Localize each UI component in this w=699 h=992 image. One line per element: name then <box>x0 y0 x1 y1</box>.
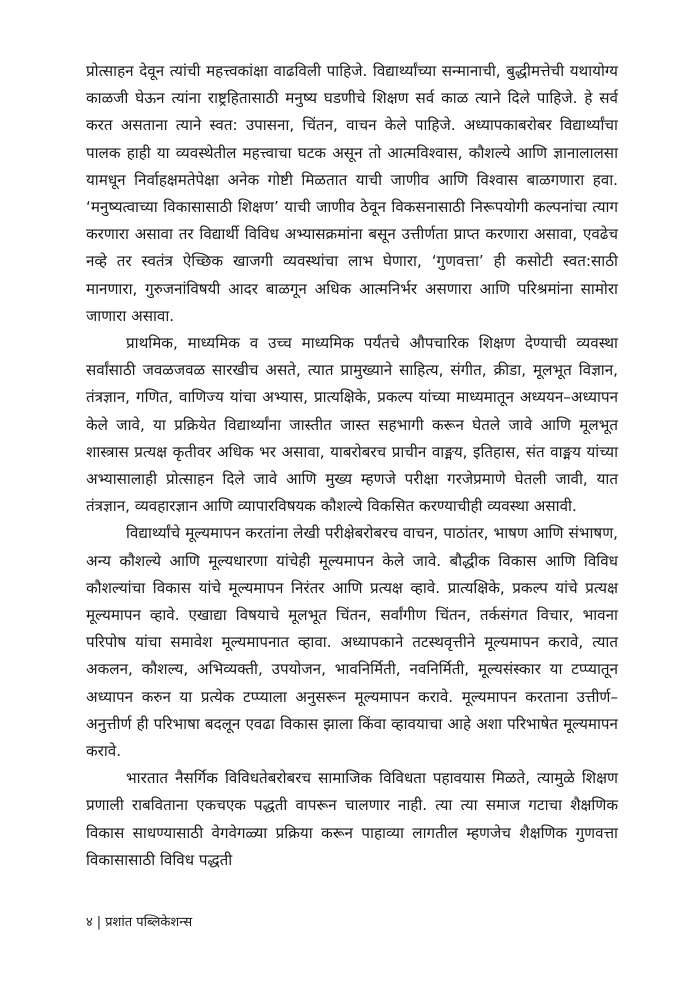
page-body <box>86 58 618 874</box>
page-footer <box>86 912 192 930</box>
paragraph-4: भारतात नैसर्गिक विविधतेबरोबरच सामाजिक विविधता पहावयास मिळते, त्यामुळे शिक्षण प्रणाली राबविताना एकचएक पद्धती वापरून चालणार नाही. त्या त्या समाज गटाचा शैक्षणिक विकास साधण्यासाठी वेगवेगळ्या प्रक्रिया करून पाहाव्या लागतील म्हणजेच शैक्षणिक गुणवत्ता विकासासाठी विविध पद्धती <box>86 769 618 869</box>
paragraph-1: प्रोत्साहन देवून त्यांची महत्त्वकांक्षा वाढविली पाहिजे. विद्यार्थ्यांच्या सन्मानाची, बुद्धीमत्तेची यथायोग्य काळजी घेऊन त्यांना राष्ट्रहितासाठी मनुष्य घडणीचे शिक्षण सर्व काळ त्याने दिले पाहिजे. हे सर्व करत असताना त्याने स्वत: उपासना, चिंतन, वाचन केले पाहिजे. अध्यापकाबरोबर विद्यार्थ्यांचा पालक हाही या व्यवस्थेतील महत्त्वाचा घटक असून तो आत्मविश्वास, कौशल्ये आणि ज्ञानालालसा यामधून निर्वाहक्षमतेपेक्षा अनेक गोष्टी मिळतात याची जाणीव आणि विश्वास बाळगणारा हवा. ‘मनुष्यत्वाच्या विकासासाठी शिक्षण’ याची जाणीव ठेवून विकसनासाठी निरूपयोगी कल्पनांचा त्याग करणारा असावा तर विद्यार्थी विविध अभ्यासक्रमांना बसून उत्तीर्णता प्राप्त करणारा असावा, एवढेच नव्हे तर स्वतंत्र ऐच्छिक खाजगी व्यवस्थांचा लाभ घेणारा, ‘गुणवत्ता’ ही कसोटी स्वत:साठी मानणारा, गुरुजनांविषयी आदर बाळगून अधिक आत्मनिर्भर असणारा आणि परिश्रमांना सामोरा जाणारा असावा. <box>86 62 618 325</box>
page-number: ४ <box>86 915 93 930</box>
paragraph-2: प्राथमिक, माध्यमिक व उच्च माध्यमिक पर्यंतचे औपचारिक शिक्षण देण्याची व्यवस्था सर्वांसाठी जवळजवळ सारखीच असते, त्यात प्रामुख्याने साहित्य, संगीत, क्रीडा, मूलभूत विज्ञान, तंत्रज्ञान, गणित, वाणिज्य यांचा अभ्यास, प्रात्यक्षिके, प्रकल्प यांच्या माध्यमातून अध्ययन–अध्यापन केले जावे, या प्रक्रियेत विद्यार्थ्यांना जास्तीत जास्त सहभागी करून घेतले जावे आणि मूलभूत शास्त्रास प्रत्यक्ष कृतीवर अधिक भर असावा, याबरोबरच प्राचीन वाङ्मय, इतिहास, संत वाङ्मय यांच्या अभ्यासालाही प्रोत्साहन दिले जावे आणि मुख्य म्हणजे परीक्षा गरजेप्रमाणे घेतली जावी, यात तंत्रज्ञान, व्यवहारज्ञान आणि व्यापारविषयक कौशल्ये विकसित करण्याचीही व्यवस्था असावी. <box>86 334 618 516</box>
paragraph-3: विद्यार्थ्यांचे मूल्यमापन करतांना लेखी परीक्षेबरोबरच वाचन, पाठांतर, भाषण आणि संभाषण, अन्य कौशल्ये आणि मूल्यधारणा यांचेही मूल्यमापन केले जावे. बौद्धीक विकास आणि विविध कौशल्यांचा विकास यांचे मूल्यमापन निरंतर आणि प्रत्यक्ष व्हावे. प्रात्यक्षिके, प्रकल्प यांचे प्रत्यक्ष मूल्यमापन व्हावे. एखाद्या विषयाचे मूलभूत चिंतन, सर्वांगीण चिंतन, तर्कसंगत विचार, भावना परिपोष यांचा समावेश मूल्यमापनात व्हावा. अध्यापकाने तटस्थवृत्तीने मूल्यमापन करावे, त्यात अकलन, कौशल्य, अभिव्यक्ती, उपयोजन, भावनिर्मिती, नवनिर्मिती, मूल्यसंस्कार या टप्प्यातून अध्यापन करुन या प्रत्येक टप्प्याला अनुसरून मूल्यमापन करावे. मूल्यमापन करताना उत्तीर्ण–अनुत्तीर्ण ही परिभाषा बदलून एवढा विकास झाला किंवा व्हावयाचा आहे अशा परिभाषेत मूल्यमापन करावे. <box>86 524 618 761</box>
publisher-name: प्रशांत पब्लिकेशन्स <box>105 915 193 930</box>
footer-separator: | <box>96 915 102 930</box>
